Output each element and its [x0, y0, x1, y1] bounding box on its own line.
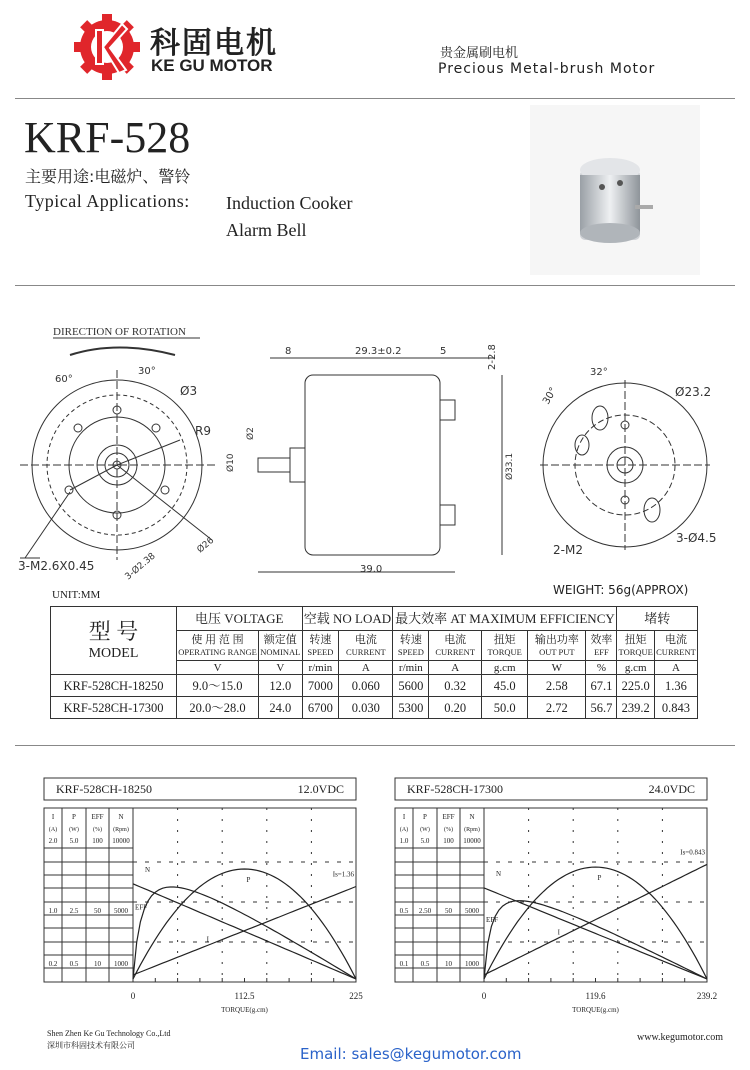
curve-label-eff: EFF [486, 915, 499, 924]
axis-head: 5.0 [69, 837, 79, 845]
unit-cell: W [528, 661, 586, 675]
company-en: Shen Zhen Ke Gu Technology Co.,Ltd [47, 1029, 171, 1038]
curve-label-p: P [246, 876, 251, 885]
applications-label: Typical Applications: [25, 191, 190, 211]
axis-head: (%) [444, 827, 453, 833]
efficiency-curve [484, 901, 707, 979]
company-cn: 深圳市科固技术有限公司 [47, 1041, 135, 1050]
axis-mid-label: 2.5 [69, 907, 79, 915]
column-header: 使 用 范 围 OPERATING RANGE [177, 631, 259, 661]
column-header: 电流 CURRENT [429, 631, 482, 661]
axis-head: (Rpm) [464, 827, 480, 833]
model-cell: KRF-528CH-18250 [51, 675, 177, 697]
gear-k-logo-icon [72, 12, 142, 82]
axis-mid-label: 1.0 [48, 907, 58, 915]
value-cell: 2.72 [528, 697, 586, 719]
value-cell: 225.0 [617, 675, 655, 697]
column-header: 输出功率 OUT PUT [528, 631, 586, 661]
model-header: 型 号 MODEL [51, 607, 177, 675]
dim-label: 39.0 [360, 564, 383, 575]
product-model: KRF-528 [24, 113, 191, 162]
dim-label: Ø33.1 [505, 452, 515, 480]
group-header: 最大效率 AT MAXIMUM EFFICIENCY [393, 607, 617, 631]
value-cell: 0.030 [339, 697, 393, 719]
value-cell: 20.0～28.0 [177, 697, 259, 719]
column-header: 转速 SPEED [393, 631, 429, 661]
axis-head: EFF [91, 813, 104, 821]
axis-head: 5.0 [420, 837, 430, 845]
pcd-label: Ø23.2 [675, 385, 712, 399]
stall-current-label: Is=1.36 [332, 870, 354, 879]
model-cell: KRF-528CH-17300 [51, 697, 177, 719]
usage-cn: 主要用途:电磁炉、警铃 [25, 167, 191, 186]
axis-head: (%) [93, 827, 102, 833]
value-cell: 0.20 [429, 697, 482, 719]
power-curve [133, 869, 356, 979]
value-cell: 7000 [302, 675, 339, 697]
axis-low-label: 1000 [114, 960, 128, 968]
chart-title: KRF-528CH-18250 [56, 782, 153, 796]
axis-mid-label: 50 [94, 907, 101, 915]
dimension-drawing [0, 300, 750, 600]
column-header: 额定值 NOMINAL [259, 631, 302, 661]
curve-label-eff: EFF [135, 903, 148, 912]
curve-label-i: I [206, 935, 209, 944]
thread-label: 2-M2 [553, 543, 583, 557]
application-2: Alarm Bell [226, 220, 307, 240]
side-view [225, 344, 515, 575]
email-label: Email: [300, 1045, 347, 1063]
x-tick-label: 112.5 [234, 991, 255, 1001]
curve-label-p: P [597, 874, 602, 883]
value-cell: 0.32 [429, 675, 482, 697]
angle-label: 32° [590, 367, 608, 378]
spec-table [50, 606, 698, 719]
dim-label: 8 [285, 346, 292, 357]
axis-low-label: 1000 [465, 960, 479, 968]
divider [15, 745, 735, 746]
x-tick-label: 119.6 [585, 991, 606, 1001]
performance-chart-18250 [44, 778, 363, 1023]
brand-logo [72, 12, 142, 82]
axis-head: 2.0 [48, 837, 58, 845]
unit-cell: g.cm [482, 661, 528, 675]
axis-head: (A) [399, 827, 409, 833]
weight-label: WEIGHT: 56g(APPROX) [553, 583, 689, 597]
motor-photo [530, 105, 700, 275]
x-tick-label: 239.2 [696, 991, 718, 1001]
value-cell: 5300 [393, 697, 429, 719]
axis-head: 100 [92, 837, 103, 845]
value-cell: 67.1 [586, 675, 617, 697]
x-axis-label: TORQUE(g.cm) [572, 1006, 619, 1014]
column-header: 效率 EFF [586, 631, 617, 661]
curve-label-n: N [145, 865, 151, 874]
diameter-label: Ø26 [195, 535, 217, 556]
brand-name-cn: 科固电机 [150, 26, 278, 61]
current-curve [133, 887, 356, 975]
thread-label: 3-M2.6X0.45 [18, 559, 95, 573]
category-en: Precious Metal-brush Motor [438, 61, 656, 77]
column-header: 电流 CURRENT [654, 631, 697, 661]
dim-label: Ø10 [226, 453, 236, 472]
axis-head: N [469, 813, 475, 821]
axis-head: I [51, 813, 55, 821]
value-cell: 2.58 [528, 675, 586, 697]
curve-label-i: I [557, 928, 560, 937]
axis-low-label: 0.5 [420, 960, 430, 968]
axis-head: (W) [69, 827, 79, 833]
value-cell: 56.7 [586, 697, 617, 719]
axis-mid-label: 2.50 [418, 907, 432, 915]
axis-mid-label: 0.5 [399, 907, 409, 915]
unit-cell: r/min [393, 661, 429, 675]
axis-low-label: 0.2 [48, 960, 58, 968]
unit-label: UNIT:MM [52, 589, 101, 601]
chart-title: KRF-528CH-17300 [407, 782, 504, 796]
holes-label: 3-Ø4.5 [676, 531, 717, 545]
axis-head: P [72, 813, 76, 821]
column-header: 电流 CURRENT [339, 631, 393, 661]
group-header: 堵转 [617, 607, 698, 631]
dim-label: Ø2 [246, 427, 256, 440]
axis-low-label: 0.5 [69, 960, 79, 968]
angle-label: 60° [55, 374, 73, 385]
value-cell: 6700 [302, 697, 339, 719]
dim-label: 2-2.8 [487, 344, 498, 370]
unit-cell: % [586, 661, 617, 675]
brand-name-en: KE GU MOTOR [151, 56, 273, 75]
value-cell: 0.060 [339, 675, 393, 697]
unit-cell: g.cm [617, 661, 655, 675]
axis-head: 100 [443, 837, 454, 845]
column-header: 扭矩 TORQUE [617, 631, 655, 661]
chart-frame [44, 808, 356, 982]
axis-head: 10000 [112, 837, 130, 845]
category-cn: 贵金属刷电机 [440, 46, 519, 61]
hole-label: Ø3 [180, 384, 198, 398]
axis-head: P [423, 813, 427, 821]
axis-head: (W) [420, 827, 430, 833]
motor-image [530, 105, 700, 275]
value-cell: 1.36 [654, 675, 697, 697]
value-cell: 24.0 [259, 697, 302, 719]
voltage-label: 12.0VDC [297, 782, 344, 796]
divider [15, 98, 735, 99]
column-header: 转速 SPEED [302, 631, 339, 661]
value-cell: 0.843 [654, 697, 697, 719]
radius-label: R9 [195, 424, 211, 438]
rear-view [540, 367, 717, 557]
x-tick-label: 0 [481, 991, 487, 1001]
website-link[interactable]: www.kegumotor.com [637, 1032, 724, 1043]
group-header: 空载 NO LOAD [302, 607, 393, 631]
value-cell: 45.0 [482, 675, 528, 697]
value-cell: 50.0 [482, 697, 528, 719]
holes-label: 3-Ø2.38 [123, 551, 158, 583]
axis-head: 10000 [463, 837, 481, 845]
stall-current-label: Is=0.843 [680, 848, 705, 857]
x-axis-label: TORQUE(g.cm) [221, 1006, 268, 1014]
axis-head: 1.0 [399, 837, 409, 845]
axis-low-label: 0.1 [399, 960, 409, 968]
performance-chart-17300 [395, 778, 718, 1023]
unit-cell: r/min [302, 661, 339, 675]
value-cell: 5600 [393, 675, 429, 697]
voltage-label: 24.0VDC [648, 782, 695, 796]
unit-cell: A [654, 661, 697, 675]
angle-label: 30° [541, 385, 560, 407]
dim-label: 5 [440, 346, 447, 357]
axis-head: N [118, 813, 124, 821]
application-1: Induction Cooker [226, 193, 353, 213]
curve-label-n: N [496, 869, 502, 878]
email-link[interactable]: sales@kegumotor.com [351, 1045, 522, 1063]
dim-label: 29.3±0.2 [355, 346, 402, 357]
axis-low-label: 10 [445, 960, 452, 968]
front-view [18, 326, 216, 582]
current-curve [484, 864, 707, 975]
unit-cell: V [177, 661, 259, 675]
value-cell: 12.0 [259, 675, 302, 697]
x-tick-label: 0 [130, 991, 136, 1001]
axis-mid-label: 5000 [465, 907, 479, 915]
axis-low-label: 10 [94, 960, 101, 968]
x-tick-label: 225 [349, 991, 363, 1001]
value-cell: 9.0～15.0 [177, 675, 259, 697]
speed-curve [133, 884, 356, 979]
group-header: 电压 VOLTAGE [177, 607, 303, 631]
axis-head: EFF [442, 813, 455, 821]
unit-cell: A [339, 661, 393, 675]
divider [15, 285, 735, 286]
axis-mid-label: 5000 [114, 907, 128, 915]
email-line [300, 1045, 522, 1063]
axis-mid-label: 50 [445, 907, 452, 915]
unit-cell: V [259, 661, 302, 675]
axis-head: I [402, 813, 406, 821]
unit-cell: A [429, 661, 482, 675]
value-cell: 239.2 [617, 697, 655, 719]
axis-head: (A) [48, 827, 58, 833]
axis-head: (Rpm) [113, 827, 129, 833]
column-header: 扭矩 TORQUE [482, 631, 528, 661]
angle-label: 30° [138, 366, 156, 377]
rotation-label: DIRECTION OF ROTATION [53, 326, 186, 338]
